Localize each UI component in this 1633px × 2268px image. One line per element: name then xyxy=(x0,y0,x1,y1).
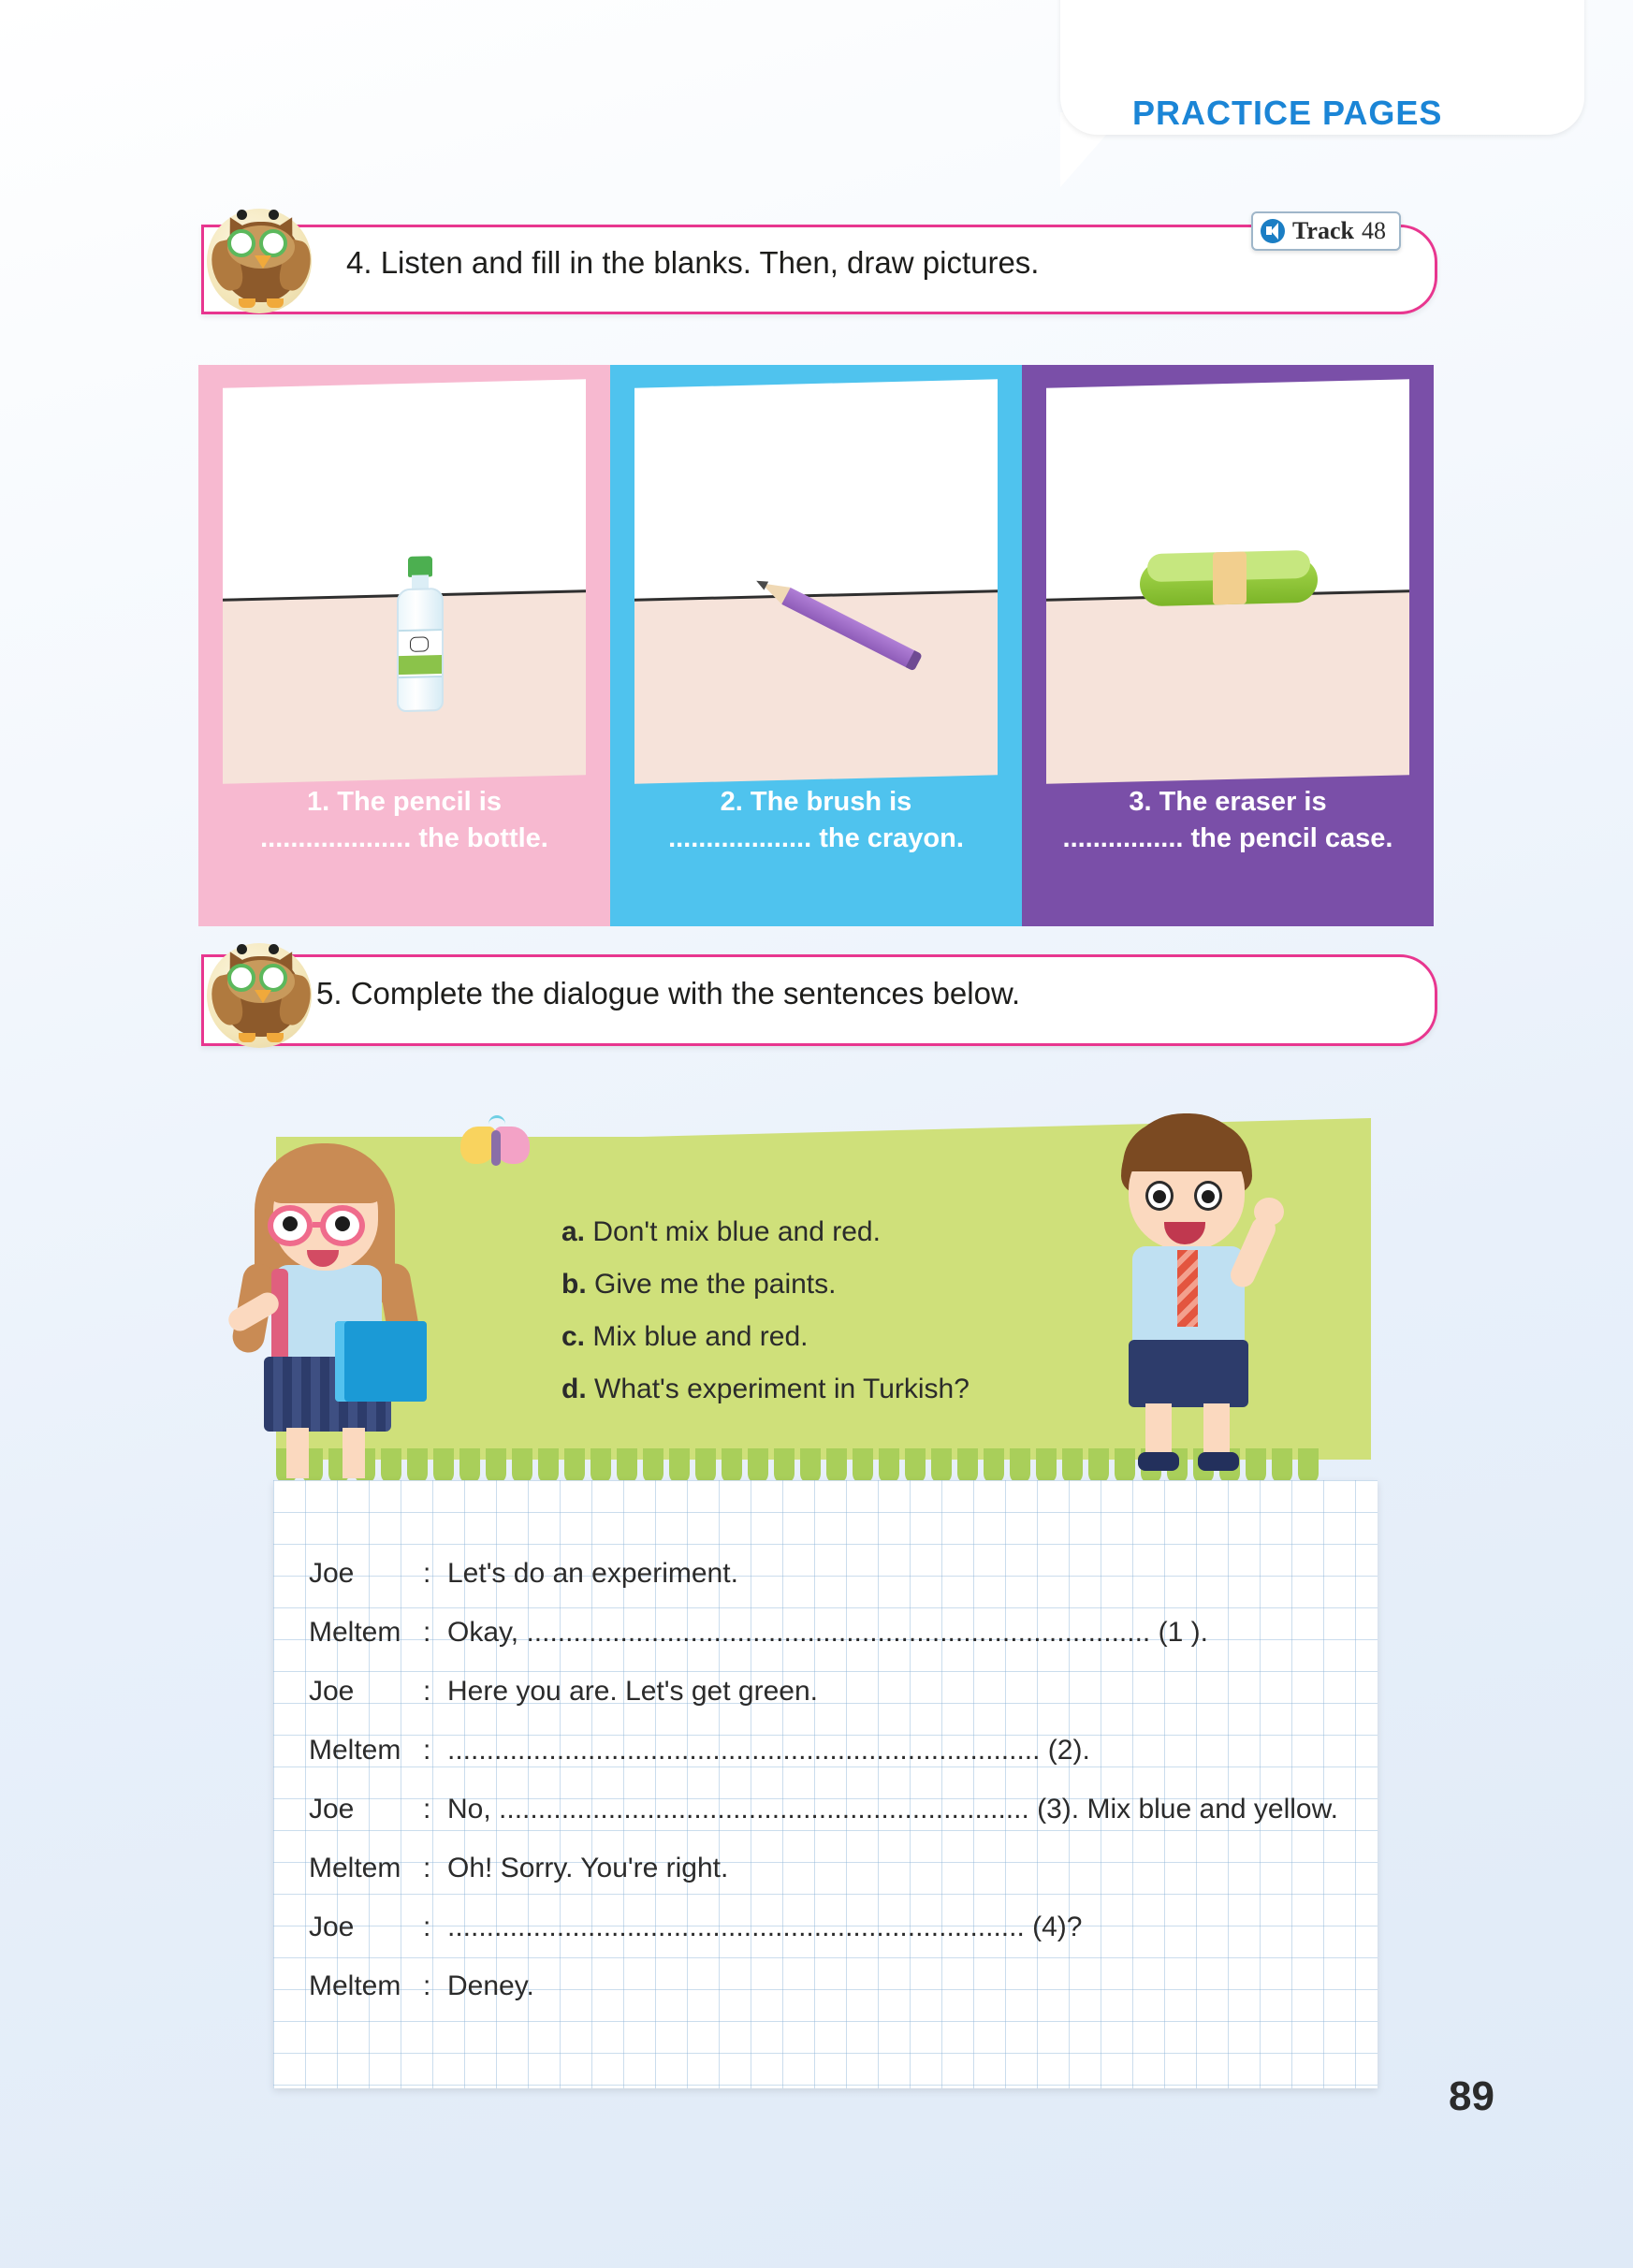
dialogue-row xyxy=(309,1617,1376,1649)
dialogue-colon: : xyxy=(423,1970,431,2001)
dialogue-row xyxy=(309,1912,1376,1943)
panel-3 xyxy=(1022,365,1434,926)
dialogue-row xyxy=(309,1970,1376,2002)
boy-character-illustration xyxy=(1067,1104,1348,1478)
sentence-option-b[interactable] xyxy=(561,1269,1142,1301)
panel-3-caption-line2: ................ the pencil case. xyxy=(1062,823,1393,854)
page-number: 89 xyxy=(1449,2073,1494,2119)
practice-pages-label: PRACTICE PAGES xyxy=(1132,94,1443,132)
dialogue-text[interactable]: No, .................................................................... (3). Mix blue and yellow. xyxy=(447,1794,1338,1825)
dialogue-speaker: Meltem xyxy=(309,1617,401,1648)
dialogue-text: Let's do an experiment. xyxy=(447,1558,738,1589)
butterfly-icon xyxy=(460,1115,535,1181)
sentence-option-c[interactable] xyxy=(561,1321,1142,1353)
option-b-text: Give me the paints. xyxy=(594,1269,837,1300)
panel-2-caption-line1: 2. The brush is xyxy=(720,787,912,817)
panel-2 xyxy=(610,365,1022,926)
option-d-text: What's experiment in Turkish? xyxy=(594,1374,970,1404)
dialogue-row xyxy=(309,1558,1376,1590)
dialogue-text[interactable]: .......................................................................... (4)? xyxy=(447,1912,1083,1942)
option-b-letter: b. xyxy=(561,1269,587,1300)
sentence-options-list xyxy=(561,1216,1142,1426)
panel-3-caption-line1: 3. The eraser is xyxy=(1129,787,1327,817)
green-eraser-icon xyxy=(1140,548,1318,609)
sentence-option-a[interactable] xyxy=(561,1216,1142,1248)
option-d-letter: d. xyxy=(561,1374,587,1404)
girl-character-illustration xyxy=(215,1123,496,1478)
dialogue-row xyxy=(309,1735,1376,1766)
dialogue-colon: : xyxy=(423,1794,431,1825)
dialogue-row xyxy=(309,1676,1376,1708)
panel-3-caption xyxy=(1022,784,1434,857)
option-c-letter: c. xyxy=(561,1321,586,1352)
track-badge[interactable] xyxy=(1251,211,1401,251)
speaker-icon xyxy=(1261,219,1285,243)
track-number: 48 xyxy=(1361,217,1386,244)
sentence-option-d[interactable] xyxy=(561,1374,1142,1405)
dialogue-colon: : xyxy=(423,1853,431,1883)
drawing-area-1[interactable] xyxy=(223,379,586,780)
dialogue-text: Here you are. Let's get green. xyxy=(447,1676,818,1707)
exercise-4-panels xyxy=(198,365,1434,926)
drawing-area-2[interactable] xyxy=(634,379,998,780)
dialogue-colon: : xyxy=(423,1912,431,1942)
owl-mascot-icon xyxy=(201,201,323,323)
option-a-letter: a. xyxy=(561,1216,586,1247)
exercise-4-instruction: 4. Listen and fill in the blanks. Then, draw pictures. xyxy=(346,245,1040,280)
panel-2-caption xyxy=(610,784,1022,857)
dialogue-colon: : xyxy=(423,1617,431,1648)
dialogue-speaker: Meltem xyxy=(309,1853,401,1883)
dialogue-row xyxy=(309,1794,1376,1825)
dialogue-speaker: Joe xyxy=(309,1912,355,1942)
dialogue-colon: : xyxy=(423,1676,431,1707)
owl-mascot-icon-2 xyxy=(201,936,323,1057)
exercise-5-instruction: 5. Complete the dialogue with the sentences below. xyxy=(316,976,1021,1010)
dialogue-speaker: Meltem xyxy=(309,1735,401,1766)
dialogue-text[interactable]: ............................................................................ (2). xyxy=(447,1735,1090,1766)
dialogue-row xyxy=(309,1853,1376,1884)
drawing-area-3[interactable] xyxy=(1046,379,1409,780)
panel-1-caption xyxy=(198,784,610,857)
option-a-text: Don't mix blue and red. xyxy=(592,1216,881,1247)
track-label: Track xyxy=(1292,217,1354,244)
dialogue-colon: : xyxy=(423,1735,431,1766)
panel-2-caption-line2: ................... the crayon. xyxy=(668,823,964,854)
dialogue-lines xyxy=(309,1558,1376,2029)
panel-1-caption-line2: .................... the bottle. xyxy=(260,823,548,854)
dialogue-text: Oh! Sorry. You're right. xyxy=(447,1853,729,1883)
dialogue-speaker: Joe xyxy=(309,1558,355,1589)
option-c-text: Mix blue and red. xyxy=(592,1321,809,1352)
dialogue-speaker: Joe xyxy=(309,1676,355,1707)
panel-1-caption-line1: 1. The pencil is xyxy=(307,787,502,817)
dialogue-text[interactable]: Okay, ................................................................................ (1 ). xyxy=(447,1617,1208,1648)
dialogue-text: Deney. xyxy=(447,1970,534,2001)
panel-1 xyxy=(198,365,610,926)
dialogue-speaker: Joe xyxy=(309,1794,355,1825)
dialogue-colon: : xyxy=(423,1558,431,1589)
milk-bottle-icon xyxy=(391,556,449,721)
dialogue-speaker: Meltem xyxy=(309,1970,401,2001)
